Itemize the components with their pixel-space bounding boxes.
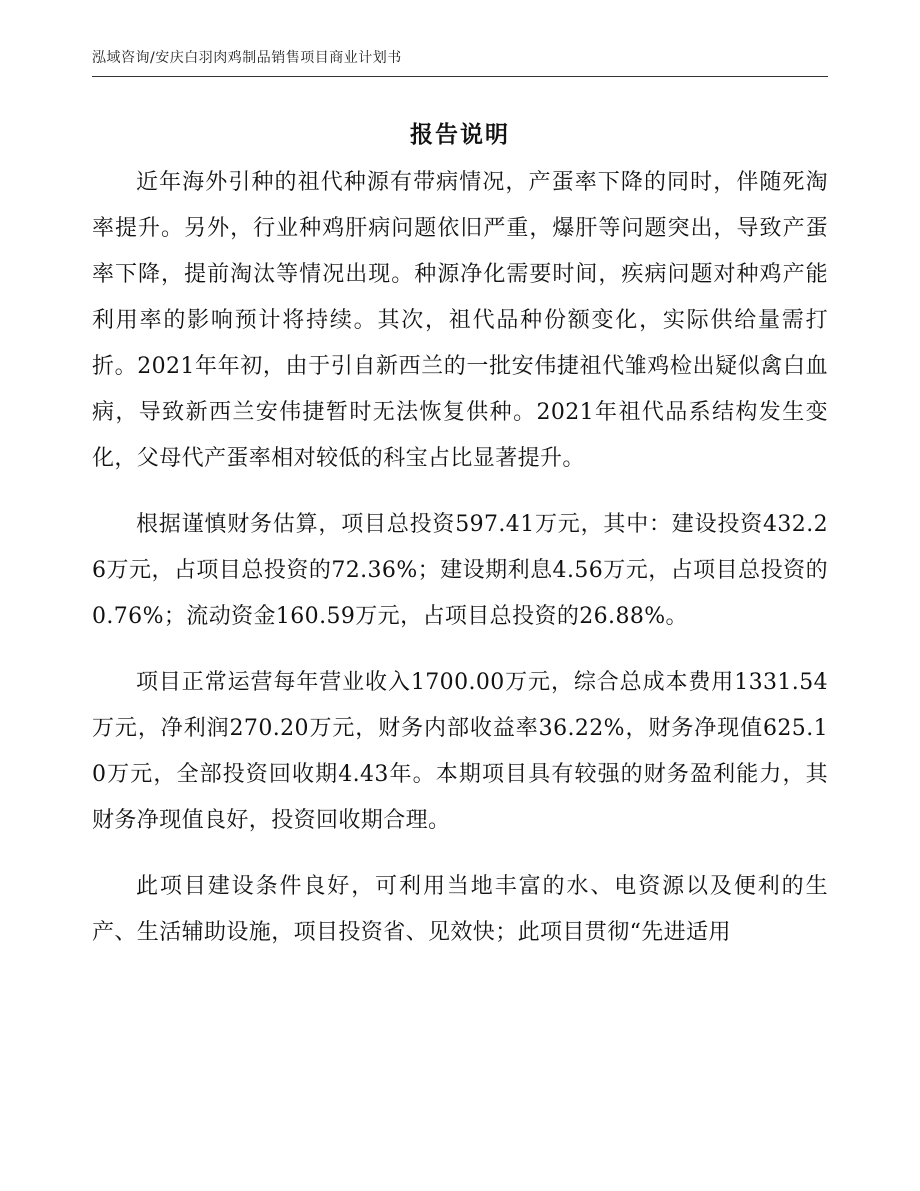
document-title: 报告说明: [410, 122, 510, 148]
paragraph-investment: 根据谨慎财务估算，项目总投资597.41万元，其中：建设投资432.26万元，占项目总投资的72.36%；建设期利息4.56万元，占项目总投资的0.76%；流动资金160.59万元，占项目总投资的26.88%。: [92, 512, 828, 629]
running-header: 泓域咨询/安庆白羽肉鸡制品销售项目商业计划书: [92, 50, 402, 66]
header-rule: [92, 76, 828, 77]
document-body: [92, 160, 828, 976]
paragraph-conditions: 此项目建设条件良好，可利用当地丰富的水、电资源以及便利的生产、生活辅助设施，项目投资省、见效快；此项目贯彻“先进适用: [92, 874, 828, 945]
paragraph-financials: 项目正常运营每年营业收入1700.00万元，综合总成本费用1331.54万元，净利润270.20万元，财务内部收益率36.22%，财务净现值625.10万元，全部投资回收期4.43年。本期项目具有较强的财务盈利能力，其财务净现值良好，投资回收期合理。: [92, 670, 828, 833]
paragraph-background: 近年海外引种的祖代种源有带病情况，产蛋率下降的同时，伴随死淘率提升。另外，行业种鸡肝病问题依旧严重，爆肝等问题突出，导致产蛋率下降，提前淘汰等情况出现。种源净化需要时间，疾病问题对种鸡产能利用率的影响预计将持续。其次，祖代品种份额变化，实际供给量需打折。2021年年初，由于引自新西兰的一批安伟捷祖代雏鸡检出疑似禽白血病，导致新西兰安伟捷暂时无法恢复供种。2021年祖代品系结构发生变化，父母代产蛋率相对较低的科宝占比显著提升。: [92, 170, 828, 471]
